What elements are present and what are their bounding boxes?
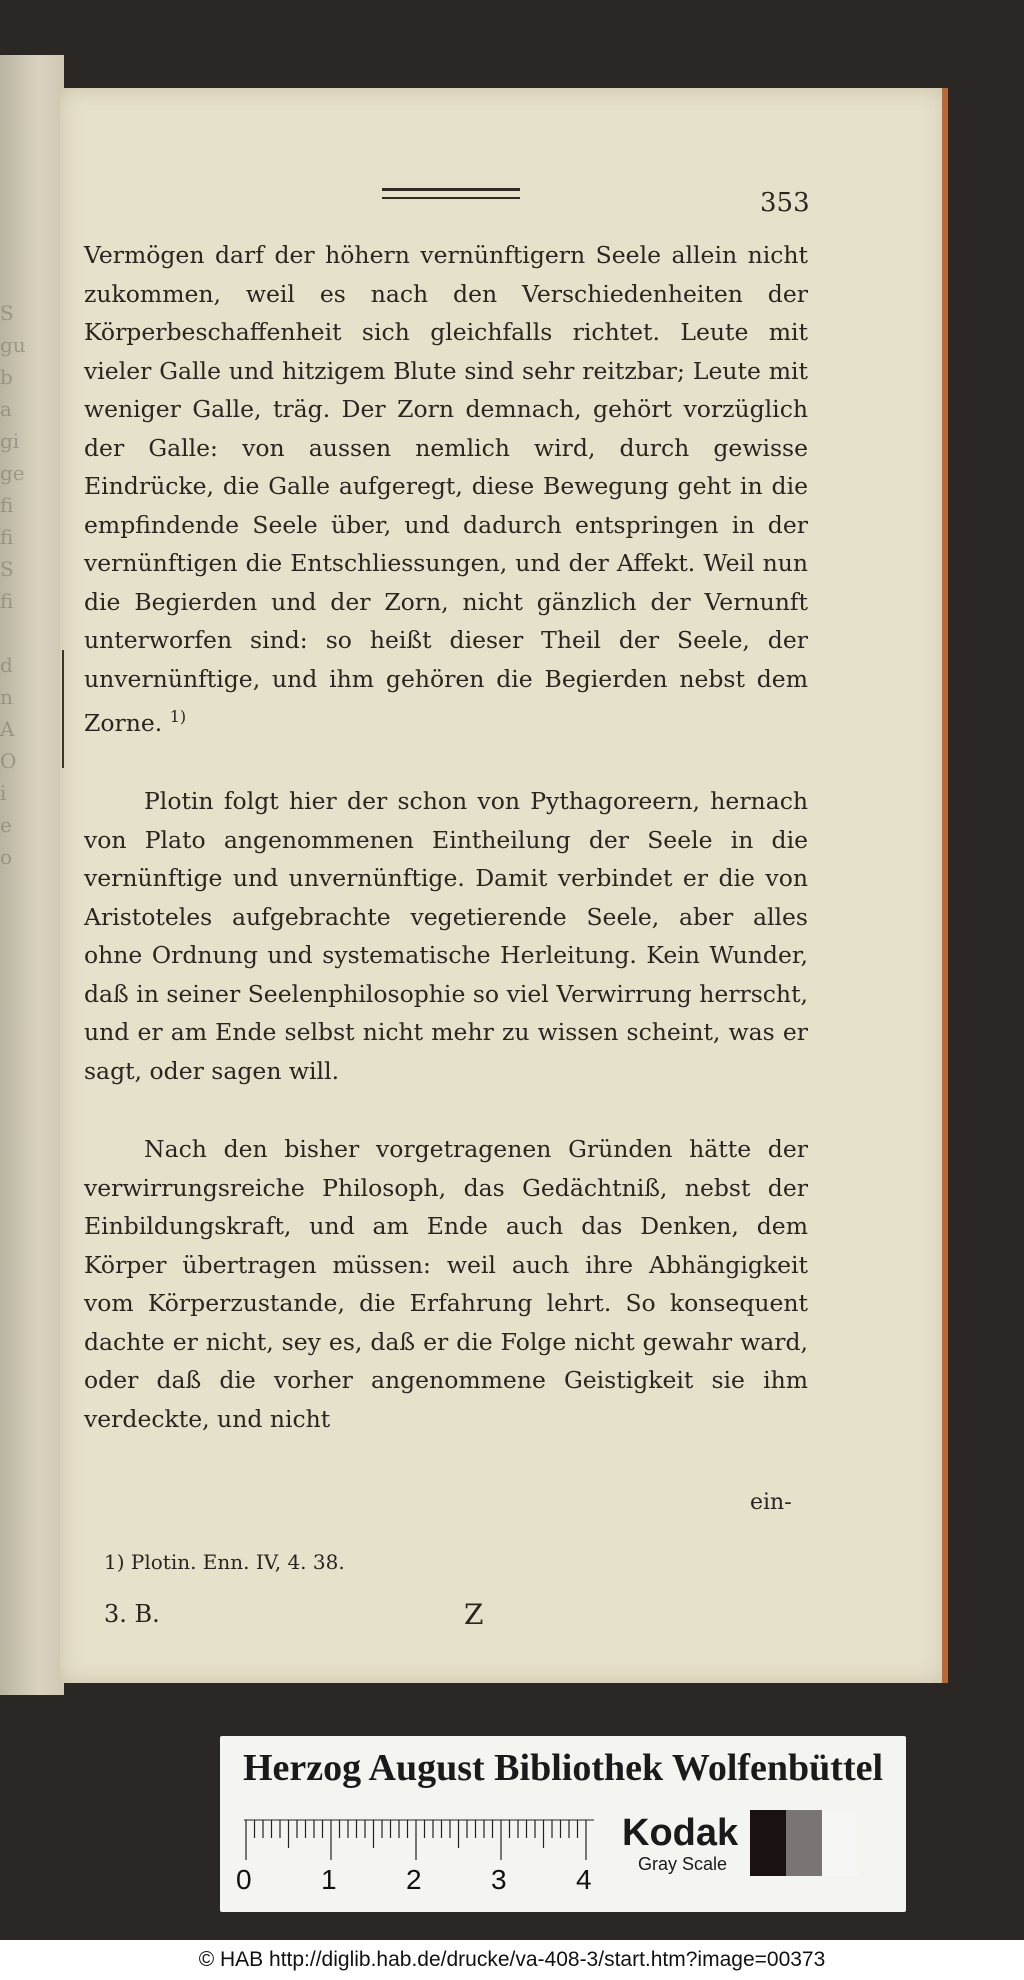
header-rule (382, 188, 520, 199)
bleed-through-text: S gu b a gi ge fi fi S fi d n A O i e o (0, 301, 26, 869)
margin-line (62, 650, 64, 768)
gray-patches (750, 1810, 858, 1876)
footnote: 1) Plotin. Enn. IV, 4. 38. (104, 1550, 345, 1574)
scale-number: 4 (576, 1864, 592, 1895)
gray-patch (786, 1810, 822, 1876)
paragraph-1 (84, 236, 808, 742)
facing-page-edge (0, 55, 64, 1695)
library-title: Herzog August Bibliothek Wolfenbüttel (242, 1747, 884, 1789)
page-body (84, 236, 808, 1438)
gathering-letter: Z (464, 1598, 484, 1631)
scale-number: 2 (406, 1864, 422, 1895)
ruler-scale (244, 1818, 594, 1862)
scale-number: 3 (491, 1864, 507, 1895)
copyright-footer: © HAB http://diglib.hab.de/drucke/va-408-3/start.htm?image=00373 (0, 1940, 1024, 1980)
gray-patch (822, 1810, 858, 1876)
color-target-card (220, 1736, 906, 1912)
scale-number: 0 (236, 1864, 252, 1895)
page-number: 353 (760, 188, 810, 218)
scale-numbers (236, 1864, 656, 1900)
catchword: ein- (750, 1490, 792, 1515)
paragraph-1-text: Vermögen darf der höhern vernünftigern Seele allein nicht zukommen, weil es nach den Verschiedenheiten der Körperbeschaffenheit sich gleichfalls richtet. Leute mit vieler Galle und hitzigem Blute sind sehr reitzbar; Leute mit weniger Galle, träg. Der Zorn demnach, gehört vorzüglich der Galle: von aussen nemlich wird, durch gewisse Eindrücke, die Galle aufgeregt, diese Bewegung geht in die empfindende Seele über, und dadurch entspringen in der vernünftigen die Entschliessungen, und der Affekt. Weil nun die Begierden und der Zorn, nicht gänzlich der Vernunft unterworfen sind: so heißt dieser Theil der Seele, der unvernünftige, und ihm gehören die Begierden nebst dem Zorne. (84, 241, 808, 737)
paragraph-3: Nach den bisher vorgetragenen Gründen hätte der verwirrungsreiche Philosoph, das Gedächtniß, nebst der Einbildungskraft, und am Ende auch das Denken, dem Körper übertragen müssen: weil auch ihre Abhängigkeit vom Körperzustande, die Erfahrung lehrt. So konsequent dachte er nicht, sey es, daß er die Folge nicht gewahr ward, oder daß die vorher angenommene Geistigkeit sie ihm verdeckte, und nicht (84, 1135, 808, 1433)
signature-mark: 3. B. (104, 1600, 160, 1628)
scale-number: 1 (321, 1864, 337, 1895)
page-red-edge (942, 88, 948, 1683)
grayscale-label: Gray Scale (638, 1854, 728, 1874)
kodak-logo: Kodak (622, 1812, 739, 1854)
book-page (60, 88, 945, 1683)
paragraph-2: Plotin folgt hier der schon von Pythagoreern, hernach von Plato angenommenen Eintheilung der Seele in die vernünftige und unvernünftige. Damit verbindet er die von Aristoteles aufgebrachte vegetierende Seele, aber alles ohne Ordnung und systematische Herleitung. Kein Wunder, daß in seiner Seelenphilosophie so viel Verwirrung herrscht, und er am Ende selbst nicht mehr zu wissen scheint, was er sagt, oder sagen will. (84, 787, 808, 1085)
footnote-reference: 1) (169, 707, 187, 726)
gray-patch (750, 1810, 786, 1876)
